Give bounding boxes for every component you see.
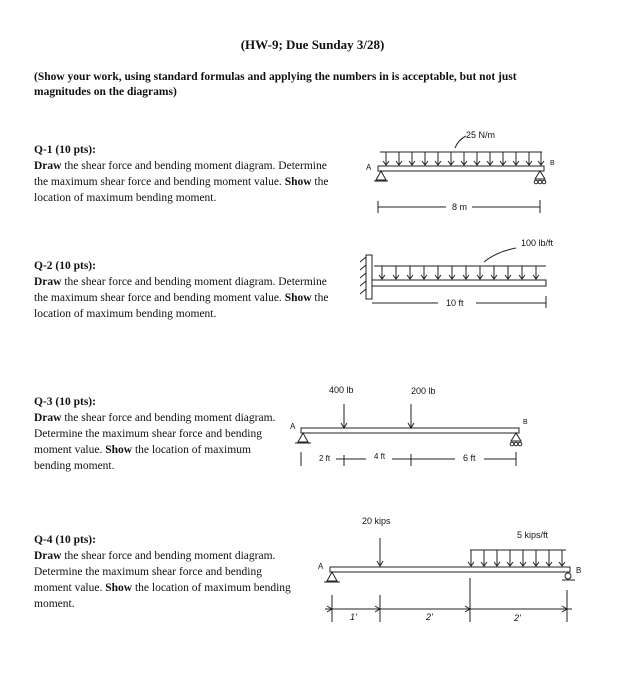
q2-load-label: 100 lb/ft	[521, 238, 554, 248]
q3-draw: Draw	[34, 412, 62, 424]
q1-draw-rest: the shear force and bending moment diagram.	[61, 160, 276, 172]
q4-label-a: A	[318, 562, 324, 571]
q3-label-b: B	[523, 419, 528, 426]
q2-show: Show	[284, 292, 312, 304]
q2-draw: Draw	[34, 276, 62, 288]
instructions: (Show your work, using standard formulas and applying the numbers in is acceptable, but not just magnitudes on the diagrams)	[34, 71, 517, 98]
q1-show-rest: the location of maximum bending moment.	[34, 176, 329, 204]
q1-heading: Q-1 (10 pts):	[34, 144, 96, 156]
q4-beam	[330, 567, 570, 572]
q3-label-a: A	[290, 422, 296, 431]
q1-determine: Determine the maximum shear force and bending moment value.	[34, 160, 327, 188]
q4-draw: Draw	[34, 550, 62, 562]
q1-label-a: A	[366, 163, 372, 172]
q3-draw-rest: the shear force and bending moment diagram. Determine the maximum shear force and bending moment value.	[34, 412, 276, 456]
q4-dim1-label: 1'	[350, 612, 357, 622]
q4-draw-rest: the shear force and bending moment diagram. Determine the maximum shear force and bending moment value.	[34, 550, 276, 594]
q1-label-b: B	[550, 160, 555, 167]
q1-show: Show	[284, 176, 312, 188]
q1-span-label: 8 m	[452, 202, 468, 212]
q4-point-load-label: 20 kips	[362, 516, 391, 526]
q2-show-rest: the location of maximum bending moment.	[34, 292, 329, 320]
q3-show: Show	[105, 444, 133, 456]
q4-show-rest: the location of maximum bending moment.	[34, 582, 291, 610]
q2-span-label: 10 ft	[446, 298, 464, 308]
q3-load1-label: 400 lb	[329, 385, 354, 395]
q4-pin-support-a	[327, 572, 337, 581]
q3-dim2-label: 4 ft	[374, 452, 386, 461]
q3-show-rest: the location of maximum bending moment.	[34, 444, 251, 472]
q4-label-b: B	[576, 566, 582, 575]
q3-dim1-label: 2 ft	[319, 454, 331, 463]
q1-draw: Draw	[34, 160, 62, 172]
page-title: (HW-9; Due Sunday 3/28)	[240, 37, 385, 52]
q2-determine: Determine the maximum shear force and bending moment value.	[34, 276, 327, 304]
q4-load-arrows	[468, 550, 565, 566]
q1-load-label: 25 N/m	[466, 130, 496, 140]
q3-load2-label: 200 lb	[411, 386, 436, 396]
q4-dim2-label: 2'	[426, 612, 433, 622]
q4-heading: Q-4 (10 pts):	[34, 534, 96, 546]
q3-dim3-label: 6 ft	[463, 453, 476, 463]
q4-dist-load-label: 5 kips/ft	[517, 530, 549, 540]
q4-roller-b	[565, 573, 571, 579]
q3-heading: Q-3 (10 pts):	[34, 396, 96, 408]
q2-heading: Q-2 (10 pts):	[34, 260, 96, 272]
q4-dim3-label: 2'	[514, 613, 521, 623]
q2-draw-rest: the shear force and bending moment diagram.	[61, 276, 276, 288]
q4-show: Show	[105, 582, 133, 594]
